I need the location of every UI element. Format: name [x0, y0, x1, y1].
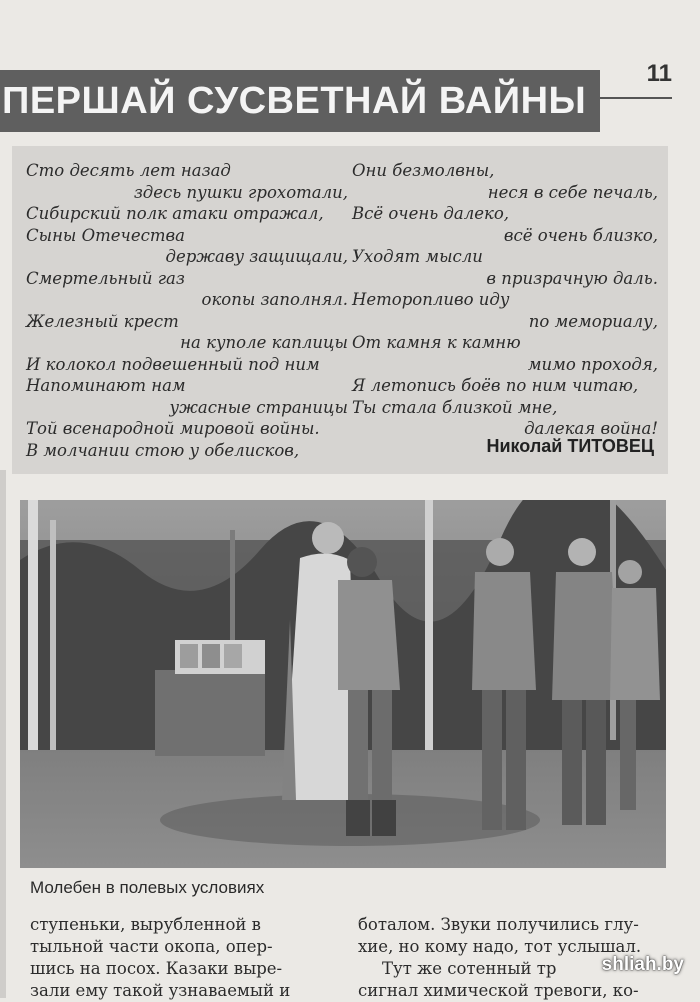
page-number: 11 [646, 60, 672, 87]
poem-line: Я летопись боёв по ним читаю, [352, 376, 639, 395]
poem-line: Сыны Отечества [26, 225, 185, 245]
photo-caption: Молебен в полевых условиях [30, 878, 265, 897]
poem-line: мимо проходя, [527, 354, 658, 374]
poem-line: Сибирский полк атаки отражал, [26, 204, 324, 223]
poem-line: здесь пушки грохотали, [133, 182, 348, 202]
poem-line: От камня к камню [352, 333, 521, 352]
poem-line: Той всенародной мировой войны. [26, 419, 320, 438]
headline-banner [0, 70, 600, 132]
poem-line: окопы заполнял. [201, 290, 348, 309]
poem-line: Смертельный газ [26, 268, 185, 288]
article-line: тыльной части окопа, опер- [30, 937, 273, 956]
article-line: хие, но кому надо, тот услышал. [358, 937, 642, 956]
watermark-logo: shliah.by [601, 954, 684, 975]
poem-line: далекая война! [524, 419, 658, 438]
poem-column-left [26, 160, 348, 461]
poem-line: Железный крест [26, 311, 179, 331]
poem-author: Николай ТИТОВЕЦ [486, 436, 654, 456]
page-edge-shadow [0, 470, 6, 998]
poem-line: И колокол подвешенный под ним [26, 354, 320, 374]
poem-line: Напоминают нам [26, 376, 186, 395]
poem-line: Неторопливо иду [352, 290, 510, 309]
article-column-left [30, 914, 330, 1002]
poem-column-right [352, 160, 658, 440]
poem-line: Уходят мысли [352, 247, 483, 266]
article-line: шись на посох. Казаки выре- [30, 959, 283, 978]
poem-line: Ты стала близкой мне, [352, 397, 558, 417]
article-photo [20, 500, 666, 868]
poem-line: неся в себе печаль, [487, 182, 658, 202]
article-line: боталом. Звуки получились глу- [358, 915, 639, 934]
poem-line: В молчании стою у обелисков, [26, 440, 300, 460]
poem-line: ужасные страницы [169, 397, 348, 417]
article-line: Тут же сотенный тр [382, 959, 557, 978]
headline-text: ПЕРШАЙ СУСВЕТНАЙ ВАЙНЫ [2, 79, 587, 122]
photo-prayer-service-scene [20, 500, 666, 868]
article-line: сигнал химической тревоги, ко- [358, 981, 639, 1000]
poem-line: по мемориалу, [528, 311, 658, 331]
poem-line: державу защищали, [165, 247, 348, 266]
poem-line: Сто десять лет назад [26, 161, 231, 180]
page-number-rule [600, 97, 672, 99]
poem-line: Они безмолвны, [352, 161, 495, 180]
poem-line: всё очень близко, [503, 225, 658, 245]
article-line: ступеньки, вырубленной в [30, 915, 261, 934]
article-line: зали ему такой узнаваемый и [30, 981, 291, 1000]
poem-line: в призрачную даль. [486, 268, 658, 288]
poem-line: Всё очень далеко, [352, 204, 510, 223]
poem-box [12, 146, 668, 474]
poem-line: на куполе каплицы [180, 333, 348, 352]
